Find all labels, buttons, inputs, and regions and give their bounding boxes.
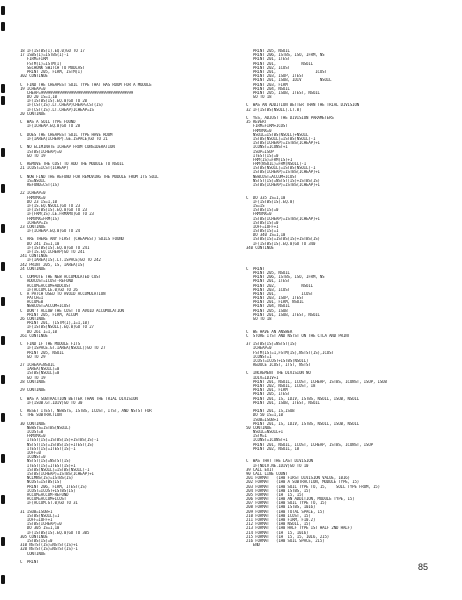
code-line: 31 ISUB=ISUB+1 — [20, 509, 53, 514]
code-line: IDIV=IDIV+1 — [246, 375, 279, 380]
binder-hole — [1, 96, 5, 105]
binder-hole — [1, 537, 5, 546]
code-line: ISUB=ISUB+1 — [246, 417, 279, 422]
code-line: PRINT 201, ISUB, ITEST, NSOIL — [246, 400, 320, 405]
code-line: 39 CALL EXIT — [246, 467, 274, 472]
code-line: PRINT 202, ICOST — [246, 65, 290, 70]
code-line: IF(ISTBS(NSOIL).EQ.0)GO TO 27 — [20, 325, 94, 330]
code-line: 214 FORMAT (1H 15, 10I6) — [246, 530, 309, 535]
binder-hole — [1, 148, 5, 157]
code-line: PATCH=1 — [20, 296, 44, 301]
code-line: IF(ACCUM.GT.0)GO TO 31 — [20, 501, 78, 506]
binder-hole — [1, 262, 5, 271]
code-line: IOFF=0 — [20, 451, 41, 455]
code-line: IF(ISTBS(IS).EQ.0) — [246, 199, 295, 204]
binder-hole — [1, 495, 5, 504]
code-line: C REMOVE THE COST TO ADD THE MODULE TO NSOIL — [20, 162, 124, 167]
code-line: 302 CONTINUE — [20, 74, 48, 79]
code-line: PRINT 201, (ISTM(I),I=1,10) — [20, 321, 90, 326]
code-line: C DON'T ALLOW THE COST TO AVOID ACCUMULATION — [20, 308, 124, 313]
code-line: ITEST(IS)=ITEST(IS)+1 — [20, 463, 76, 468]
code-line: ISTBS(IS)=0 — [246, 208, 279, 213]
code-line: FIRM=FIRM+ICOST — [246, 124, 288, 129]
code-line: PRINT 202, NSOIL, 18 — [246, 446, 300, 451]
code-line: 211 FORMAT (1H0 FIRM, F10.2) — [246, 518, 316, 522]
code-line: 26 CONTINUE — [20, 317, 46, 321]
code-line: C INCREMENT THE DIVISION NO — [246, 371, 311, 376]
code-line: IF(ACCUM.LE.0)GO TO 26 — [20, 287, 78, 292]
code-line: 212 FORMAT (1H0 NSOIL, 15) — [246, 522, 311, 527]
code-line: C NOW FIND THE REFUND FOR REMOVING THE MODULE FROM ITS SOIL — [20, 174, 159, 179]
code-line: FRMXMX=FRM(IS) — [20, 216, 60, 221]
code-line: 23 CONTINUE — [20, 224, 46, 229]
code-line: ISTBS(ICHEAP)=0 — [20, 149, 62, 154]
code-line: PRINT 205, NSOIL — [246, 49, 290, 53]
code-line: NCLMNS(IS)=ISTBS(IS) — [20, 476, 74, 481]
binder-hole — [1, 336, 5, 345]
code-line: 21 ICOST=ICST(ICHEAP) — [20, 166, 69, 171]
code-line: DO 23 IS=1,10 — [20, 199, 57, 204]
code-line: ISTBS(IS)=0 — [246, 220, 279, 225]
code-line: C WAS AN ADDITION BETTER THAN THE TRIAL DIVISION — [246, 103, 360, 108]
code-line: PRINT 204, NSOIL — [246, 304, 290, 309]
code-line: ACCUM=ACCUM-REFUND — [20, 492, 69, 497]
code-line: GO TO 29 — [20, 354, 46, 359]
binder-hole — [1, 454, 5, 463]
code-line: ISTBS(IS)=ISTBS(IS)+ISTBS(IS) — [246, 237, 320, 242]
code-line: 241 CONTINUE — [20, 254, 48, 259]
code-line: C DO 335 IS=1,10 — [246, 195, 286, 200]
code-line: ITEST(IS)=0 — [246, 153, 279, 158]
binder-hole — [1, 184, 5, 193]
code-line: PRINT 206, ISTBS, ISO, IFRM, NS — [246, 53, 325, 58]
code-line: NSOIL=ISTBS(NSOIL)+NSOIL — [246, 132, 309, 137]
code-line: 215 FORMAT (1H 15, 15, 10I6, 2I5) — [246, 534, 330, 539]
code-line: FIRM=FIRM — [20, 57, 48, 62]
code-line: PRINT 203, ISUP, ITEST — [246, 74, 304, 79]
code-line: 202 FORMAT (1H0 A SUBTRACTION, MODULE TYPE, 15) — [246, 480, 360, 485]
code-line: FRMXMX=0 — [20, 195, 46, 200]
code-line: ICOST=0 — [20, 430, 44, 435]
code-line: PRINT 203, ISUP, ITEST — [246, 296, 304, 301]
code-line: NEWSTS=ISTBS(NSOIL) — [20, 425, 71, 430]
code-line: ISTBS(NSOIL)=ISTBS(NSOIL)-1 — [20, 467, 90, 472]
code-line: IAREA(NSOIL)=0 — [20, 367, 60, 372]
code-line: PRINT 206, FIRM, ITEST(IS) — [20, 484, 87, 489]
binder-hole — [1, 224, 5, 233]
code-line: PRINT 201, FIRM, NSOIL — [246, 300, 304, 305]
code-line: ICONST=ICONST+1 — [246, 145, 288, 150]
code-line: C COMPUTE THE NEW ACCUMULATED COST — [20, 275, 101, 280]
code-line: 213 FORMAT (1H0 HALF TYPE 1ST HALF 2ND HALF) — [246, 526, 353, 531]
code-line: IOFF=IOFF+1 — [246, 224, 279, 229]
code-line: NSTST(IS)=NSTST(IS)+ISTBS(IS) — [246, 178, 320, 183]
code-line: NSTST(IS)=ISTBS(IS)+ITEST(IS) — [20, 442, 94, 447]
code-line: 30 CONTINUE — [20, 421, 46, 426]
binder-hole — [1, 6, 5, 15]
code-line: IF(CST(IS).LT.CHEAP)CHEAP=CST(IS) — [20, 103, 104, 108]
code-line: 210 FORMAT (1H0 ICOST, 15) — [246, 513, 311, 518]
code-line: IF(ISTBS(IS).EQ.0)GO TO 23 — [20, 208, 87, 213]
code-line: 242 PRINT 205, IS, IAREA(IS) — [20, 262, 85, 267]
right-code-column — [246, 49, 451, 547]
code-line: ADDCOST=ICOST-REFUND — [20, 279, 74, 284]
code-line: PRINT 205, NSOIL — [20, 350, 64, 355]
code-line: PRINT 201, ICOST — [246, 69, 327, 74]
code-line: ISTBS(ICHEAP)=ISTBS(ICHEAP)+1 — [246, 183, 320, 187]
code-line: 206 FORMAT (1H0 AN ADDITION, MODULE TYPE, 15) — [246, 497, 355, 502]
code-line: FSTM(I)=ISTM(I) — [20, 61, 62, 66]
code-line: PRINT 204, NSOIL — [246, 86, 290, 91]
code-line: CONTINUE — [20, 551, 46, 556]
code-line: IF(IAREA(IS).LT.ISPACE)GO TO 242 — [20, 258, 101, 263]
code-line: PRINT 203, FIRM — [246, 82, 288, 87]
code-line: FRM(IS)=FRM(IS)+1 — [246, 157, 293, 162]
code-line: 305 CONTINUE — [20, 534, 48, 539]
code-line: 50 CONTINUE — [246, 425, 272, 430]
code-line: NEWCOST=ACCUM+ICOST — [20, 304, 71, 309]
code-line: PRINT 205, ISUB, ITEST, NSOIL — [246, 90, 320, 95]
code-line: FRM(NSOIL)=FRM(NSOIL)-1 — [246, 162, 307, 167]
code-line: ICHEAP=IS — [20, 220, 48, 225]
code-line: PRINT 205, FIRM, ISTM(I) — [20, 69, 83, 74]
code-line: FSTM(IS)=1,FSTM(IS),NSTST(IS),ICOST — [246, 350, 334, 355]
binder-hole — [1, 22, 5, 31]
code-line: PRINT 205, ISUB — [246, 308, 288, 313]
code-line: IF(IS.EQ.NSOIL)GO TO 23 — [20, 203, 81, 208]
code-line: IF(ISTBS(IS).EQ.0)GO TO 305 — [20, 530, 90, 535]
code-line: PRINT 201, NSOIL — [246, 61, 313, 66]
code-line: CHEAP=9999999999999999999999999999999999999999 — [20, 90, 134, 95]
code-line: ISTBS(NSOIL)=ISTBS(NSOIL)-1 — [246, 136, 316, 141]
code-line: FRMXMX=0 — [20, 434, 46, 439]
code-line: IF(FRM(IS).LE.FRMXMX)GO TO 23 — [20, 212, 94, 217]
code-line: IF(IAREA(ICHEAP).GE.ISPACE)GO TO 21 — [20, 136, 108, 141]
code-line: C STORE ITST AND NSTST ON THE CTLA AND PRINT — [246, 333, 350, 338]
code-line: PRINT 201, ITEST — [246, 279, 290, 284]
code-line: ISTBS(ICHEAP)=ISTBS(ICHEAP)+1 — [246, 216, 320, 221]
code-line: ISTBS(ICHEAP)=ISTBS(ICHEAP)+1 — [20, 471, 94, 476]
code-line: IF(ICHEAP.EQ.0)GO TO 28 — [20, 124, 81, 129]
code-line: IF(ISTBS(IS).EQ.0)GO TO 241 — [20, 245, 90, 250]
code-line: PRINT 201, ISUB, IDIV NSOIL — [246, 78, 332, 83]
binder-hole — [1, 375, 5, 384]
page-number: 85 — [417, 562, 428, 572]
code-line: 208 FORMAT (1H0 ISTBS, 10I6) — [246, 505, 316, 510]
code-line: IF(IS.EQ.ICHEAP)GO TO 241 — [20, 250, 85, 254]
code-line: DO 50 IS=1,10 — [246, 413, 283, 418]
code-line: NEWCOST=ACCUM+ICOST — [246, 174, 297, 179]
code-line: PRINT 202, NSOIL, ICOST, 18 — [246, 384, 316, 388]
binder-hole — [1, 84, 5, 93]
code-line: 27 ICHEAP=NSOIL — [20, 363, 55, 368]
code-line: PRINT 203, ICOST — [246, 287, 290, 292]
binder-hole — [1, 413, 5, 422]
code-line: ISTBS(IS)=0 — [20, 538, 53, 543]
code-line: SECHUNK SWITCH TO MODLAST — [20, 65, 85, 70]
code-line: IF(ISTBS(IS).EQ.0)GO TO 20 — [20, 99, 87, 104]
code-line: ISTBS(ICHEAP)=0 — [20, 522, 62, 527]
code-line: ITEST(IS)=ITEST(IS)-1 — [20, 446, 76, 451]
code-line: IF(ISUB.GT.IDIV)GO TO 30 — [20, 400, 83, 405]
code-line: PRINT 205, FIRM, ACCUM — [20, 312, 78, 317]
code-line: C WAS A SUBTRACTION BETTER THAN THE TRIAL DIVISION — [20, 396, 138, 401]
code-line: 203 FORMAT (1H0 SOIL TYPE TO, 15, SOIL TYPE FROM, 15) — [246, 484, 380, 489]
code-line: C FIND THE CHEAPEST SOIL TYPE THAT HAS ROOM FOR A MODULE — [20, 82, 152, 87]
code-line: DO 241 IS=1,10 — [20, 241, 60, 246]
code-line: DO 20 IS=1,10 — [20, 95, 57, 100]
code-line: PRINT 201, ISUB, ITEST, NSOIL — [246, 312, 320, 317]
code-line: C RESET ITEST, NEWSTS, ISTBS, ICOST, ITST, AND NSTST FOR — [20, 409, 152, 414]
code-line: C YES, ADJUST THE DIVISION PARAMETERS — [246, 116, 334, 120]
code-line: ACCUM=ACCUM+ICOST — [20, 497, 67, 502]
code-line: ISTM=1 — [246, 434, 267, 439]
code-line: GO TO 18 — [246, 95, 272, 100]
code-line: ISTBS(NSOIL)=0 — [20, 371, 60, 376]
code-line: 18 IF(ISTBS(I).EQ.0)GO TO 17 — [20, 49, 85, 53]
code-line: NSOIL=NSOIL+1 — [246, 430, 283, 435]
code-line: PRINT 205, NSOIL — [246, 270, 290, 275]
code-line: IF(ISTBS(IS).EQ.0)GO TO 340 — [246, 241, 316, 246]
code-line: GO TO 19 — [20, 375, 46, 380]
code-line: DO 340 IS=1,10 — [246, 233, 286, 238]
code-line: NSTST(IS)=NSTST(IS) — [20, 459, 71, 464]
code-line: C WAS THAT THE LAST DIVISION — [246, 459, 313, 464]
code-line: 20 CONTINUE — [20, 111, 46, 116]
code-line: PRINT 201, IS, IDIV, ISTBS, NSOIL, ISUB, NSOIL — [246, 421, 360, 426]
code-line: ICOST=ICOST+ISTBS(IS) — [20, 488, 76, 493]
code-line: 201 FORMAT (1H0 FIRST DIVISION VALUE, 10I6) — [246, 476, 350, 481]
code-line: PRINT 201, ICOST — [246, 291, 313, 296]
code-line: C PRINT — [246, 266, 265, 271]
code-line: ICHEAP=0 — [246, 346, 272, 351]
binder-hole — [1, 575, 5, 584]
code-line: FRMXMX=0 — [246, 128, 272, 133]
code-line: C NO ELIMINATE ICHEAP FROM CONSIDERATION — [20, 145, 115, 150]
code-line: ISTBS(ICHEAP)=ISTBS(ICHEAP)+1 — [246, 141, 320, 146]
code-line: IF(ISPACE.GT.IAREA(NSOIL))GO TO 27 — [20, 346, 106, 351]
code-line: PRINT 201, IS,ISUB — [246, 409, 295, 414]
code-line: DO 305 IS=1,10 — [20, 526, 60, 531]
code-line: 310 NSTST(IS)=NSTST(IS)+1 — [20, 543, 78, 548]
code-line: 320 NSTST(IS)=NSTST(IS)-1 — [20, 547, 78, 552]
code-line: ISTBS(NSOIL)=ISTBS(NSOIL)-1 — [246, 166, 316, 171]
code-line: 261 CONTINUE — [20, 333, 48, 338]
code-line: C WAS A SOIL TYPE FOUND — [20, 120, 76, 125]
code-line: ITEST(IS)=ISTBS(IS)+ISTBS(IS)-1 — [20, 438, 99, 443]
code-line: C WE HAVE AN ANSWER — [246, 329, 293, 334]
code-line: PRINT 201, IS, IDIV, ISTBS, NSOIL, ISUB, NSOIL — [246, 396, 360, 401]
binder-holes — [0, 0, 10, 600]
code-line: GO TO 18 — [246, 317, 272, 321]
code-line: 22 ICHEAP=0 — [20, 191, 46, 196]
binder-hole — [1, 297, 5, 306]
code-line: IF(NDIV.NE.IDIV)GO TO 10 — [246, 463, 309, 468]
code-line: 207 FORMAT (1H0 SOIL TYPE TO, 15) — [246, 501, 327, 506]
code-line: REFUND=CST(IS) — [20, 183, 60, 187]
code-line: DO 261 I=1,10 — [20, 329, 57, 334]
code-line: PRINT 201, FIRM — [246, 388, 288, 393]
code-line: 205 FORMAT (1H 15, 15) — [246, 492, 304, 497]
code-line: C ARE THERE ANY FIRST (CHEAPEST) SOILS FOUND — [20, 237, 124, 242]
code-line: IF(CST(IS).LT.CHEAP)ICHEAP=IS — [20, 107, 94, 112]
code-line: ISTBS(NSOIL)=1 — [20, 513, 60, 518]
code-line: IF(ICHEAP.EQ.0)GO TO 24 — [20, 229, 81, 234]
code-line: 19 ICHEAP=0 — [20, 86, 46, 91]
code-line: 17 ISBS(I)=ISTBS(I)-1 — [20, 53, 69, 58]
code-line: 209 FORMAT (1H0 TOTAL SPACE, 15) — [246, 509, 325, 514]
code-line: GO TO 19 — [20, 153, 46, 158]
code-line: C PRINT — [20, 559, 39, 564]
code-line: IS=NSOIL — [20, 178, 46, 183]
code-line: NCOST=ISTBS(IS) — [20, 480, 62, 485]
code-line: 28 CONTINUE — [20, 379, 46, 384]
code-line: 90 CALL LINE COUNT — [246, 471, 288, 476]
code-line: C DOES THE CHEAPEST SOIL TYPE HAVE ROOM — [20, 132, 113, 137]
code-line: ICONST=ICONST+1 — [246, 438, 288, 443]
code-line: ISUP=ISUP — [246, 149, 274, 154]
code-line: PRINT 206, ISTBS, ISO, IFRM, NS — [246, 275, 325, 280]
code-line: ISTBS(ICHEAP)=ISTBS(ICHEAP)+1 — [246, 170, 320, 175]
code-line: C A PATCH USED TO AVOID ACCUMULATION — [20, 291, 106, 296]
code-line: C FIND IF THE MODULE FITS — [20, 342, 81, 347]
code-line: ICOST=ICOST+ISTBS(NSOIL) — [246, 358, 309, 363]
code-line: 216 FORMAT (1H0 SOIL SPACE, 2I5) — [246, 538, 325, 543]
code-line: PRINT 202, NSOIL — [246, 283, 313, 288]
code-line: END — [246, 543, 260, 548]
left-code-column — [20, 49, 238, 564]
code-line: ICONST=0 — [20, 455, 46, 460]
code-line: 340 CONTINUE — [246, 245, 274, 250]
code-line: 204 FORMAT (1H0 ISTBS, 15) — [246, 488, 311, 493]
code-line: PRINT 201, NSOIL, ICOST, ICHEAP, ISTBS, ICONST, ISUP, ISUB — [246, 379, 387, 384]
code-line: PRINT 201, ITEST — [246, 57, 290, 62]
code-line: FRMXMX=0 — [246, 212, 272, 217]
code-line: 24 CONTINUE — [20, 266, 46, 271]
code-line: PRINT 201, NSOIL, ICOST, ICHEAP, ISTBS, ICONST, ISUP — [246, 442, 373, 447]
code-line: PRINT 205, ITEST — [246, 392, 290, 397]
code-line: ICONST=1 — [246, 354, 272, 359]
code-line: 35 REVERT — [246, 120, 267, 125]
code-line: REDUCE ICOST, ITST, NSTST — [246, 363, 311, 368]
code-line: ISTBS(IS)=1 — [246, 229, 279, 234]
code-line: 37 ISTBS(IS)=NSTST(IS) — [246, 342, 297, 347]
code-line: 32 IF(ISTBS(NSOIL).LT.0) — [246, 107, 302, 112]
code-line: IS=IS — [246, 203, 265, 208]
code-line: 29 CONTINUE — [20, 388, 46, 393]
code-line: ACCUM=ACCUM+ADDCOST — [20, 283, 71, 288]
code-line: ACCUM=0 — [20, 300, 44, 305]
code-line: IOFF=IOFF+1 — [20, 518, 53, 522]
code-line: C THE SUBTRACTION — [20, 413, 62, 418]
